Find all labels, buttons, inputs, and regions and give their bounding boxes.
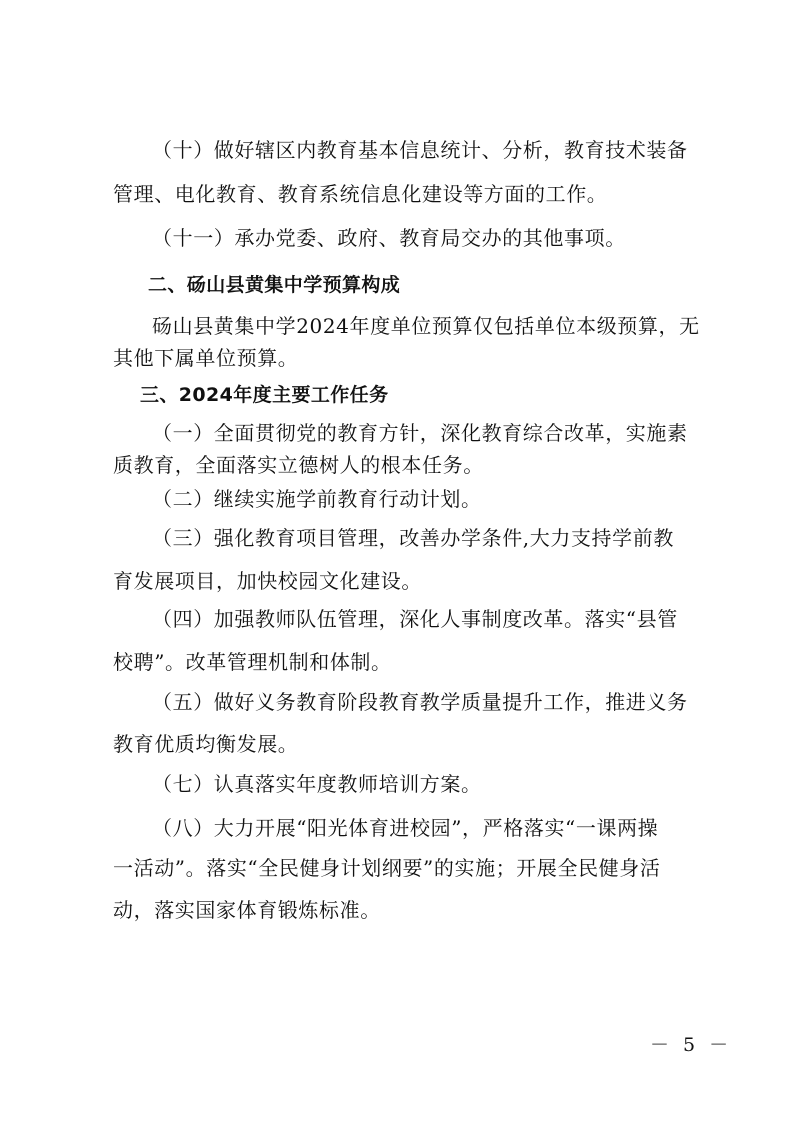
paragraph-10-line-1: （十）做好辖区内教育基本信息统计、分析，教育技术装备 (152, 138, 688, 162)
task-1-line-1: （一）全面贯彻党的教育方针，深化教育综合改革，实施素 (152, 421, 688, 445)
budget-paragraph-line-2: 其他下属单位预算。 (113, 346, 299, 370)
task-8-line-2: 一活动”。落实“全民健身计划纲要”的实施；开展全民健身活 (113, 856, 661, 880)
section-heading-3: 三、2024年度主要工作任务 (140, 384, 389, 406)
task-3-line-1: （三）强化教育项目管理，改善办学条件,大力支持学前教 (152, 526, 674, 550)
task-8-line-3: 动，落实国家体育锻炼标准。 (113, 898, 381, 922)
task-2-line-1: （二）继续实施学前教育行动计划。 (152, 487, 482, 511)
task-7-line-1: （七）认真落实年度教师培训方案。 (152, 772, 482, 796)
paragraph-11-line-1: （十一）承办党委、政府、教育局交办的其他事项。 (152, 226, 626, 250)
task-8-line-1: （八）大力开展“阳光体育进校园”，严格落实“一课两操 (152, 816, 659, 840)
task-5-line-1: （五）做好义务教育阶段教育教学质量提升工作，推进义务 (152, 690, 688, 714)
section-heading-2: 二、砀山县黄集中学预算构成 (148, 274, 401, 296)
page-number: － 5 － (650, 1034, 733, 1056)
task-3-line-2: 育发展项目，加快校园文化建设。 (113, 569, 422, 593)
task-4-line-2: 校聘”。改革管理机制和体制。 (113, 650, 392, 674)
budget-paragraph-line-1: 砀山县黄集中学2024年度单位预算仅包括单位本级预算，无 (152, 314, 700, 338)
task-1-line-2: 质教育，全面落实立德树人的根本任务。 (113, 453, 484, 477)
paragraph-10-line-2: 管理、电化教育、教育系统信息化建设等方面的工作。 (113, 182, 608, 206)
task-4-line-1: （四）加强教师队伍管理，深化人事制度改革。落实“县管 (152, 607, 678, 631)
task-5-line-2: 教育优质均衡发展。 (113, 732, 299, 756)
